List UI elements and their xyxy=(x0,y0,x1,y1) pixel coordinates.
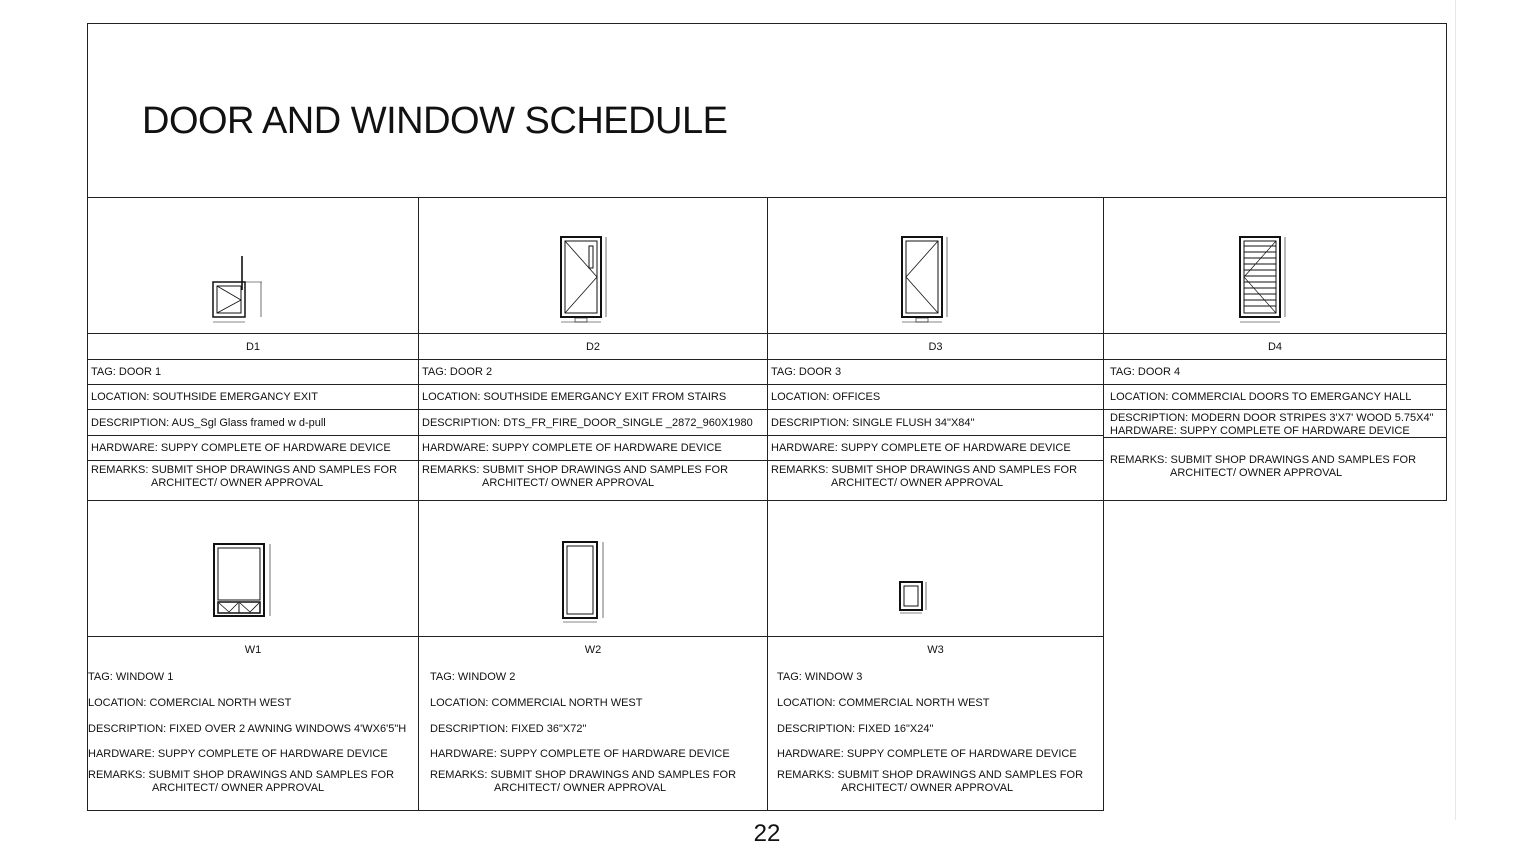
door-remarks xyxy=(1104,454,1446,490)
door-elevation-d3 xyxy=(768,198,1103,333)
window-elevation-w1 xyxy=(88,501,418,636)
door-code: D2 xyxy=(419,333,767,360)
door-cell-d3 xyxy=(767,197,1104,501)
window-code: W3 xyxy=(768,636,1103,663)
window-description: DESCRIPTION: FIXED 36"X72" xyxy=(430,723,587,735)
door-remarks-line-1: REMARKS: SUBMIT SHOP DRAWINGS AND SAMPLES FOR xyxy=(91,464,398,476)
door-remarks xyxy=(88,464,418,500)
schedule-sheet xyxy=(87,23,1447,811)
door-code: D4 xyxy=(1104,333,1446,360)
window-cell-w1 xyxy=(87,500,419,811)
window-location: LOCATION: COMERCIAL NORTH WEST xyxy=(88,697,292,709)
title-block xyxy=(87,23,1447,199)
window-cell-w3 xyxy=(767,500,1104,811)
door-tag: TAG: DOOR 2 xyxy=(419,360,767,385)
door-description: DESCRIPTION: DTS_FR_FIRE_DOOR_SINGLE _2872_960X1980 xyxy=(419,410,767,436)
door-remarks xyxy=(768,464,1103,500)
door-cell-d4 xyxy=(1103,197,1447,501)
window-remarks-line-2: ARCHITECT/ OWNER APPROVAL xyxy=(841,782,1014,794)
door-remarks-line-2: ARCHITECT/ OWNER APPROVAL xyxy=(1170,467,1343,479)
door-cell-d2 xyxy=(418,197,768,501)
door-code: D1 xyxy=(88,333,418,360)
window-hardware: HARDWARE: SUPPY COMPLETE OF HARDWARE DEVICE xyxy=(88,748,388,760)
door-hardware: HARDWARE: SUPPY COMPLETE OF HARDWARE DEVICE xyxy=(88,436,418,461)
door-code: D3 xyxy=(768,333,1103,360)
window-remarks xyxy=(88,769,418,805)
door-elevation-d1 xyxy=(88,198,418,333)
window-remarks-line-2: ARCHITECT/ OWNER APPROVAL xyxy=(152,782,325,794)
window-tag: TAG: WINDOW 3 xyxy=(777,671,863,683)
page-title: DOOR AND WINDOW SCHEDULE xyxy=(142,100,728,142)
window-remarks xyxy=(419,769,767,805)
door-hardware: HARDWARE: SUPPY COMPLETE OF HARDWARE DEVICE xyxy=(419,436,767,461)
window-tag: TAG: WINDOW 1 xyxy=(88,671,174,683)
window-remarks-line-1: REMARKS: SUBMIT SHOP DRAWINGS AND SAMPLES FOR xyxy=(777,769,1084,781)
door-remarks xyxy=(419,464,767,500)
window-description: DESCRIPTION: FIXED 16"X24" xyxy=(777,723,934,735)
window-remarks-line-1: REMARKS: SUBMIT SHOP DRAWINGS AND SAMPLES FOR xyxy=(430,769,737,781)
door-tag: TAG: DOOR 1 xyxy=(88,360,418,385)
window-code: W2 xyxy=(419,636,767,663)
window-cell-w2 xyxy=(418,500,768,811)
door-elevation-d4 xyxy=(1104,198,1446,333)
door-cell-d1 xyxy=(87,197,419,501)
page-edge-line xyxy=(1455,0,1456,820)
door-location: LOCATION: COMMERCIAL DOORS TO EMERGANCY HALL xyxy=(1104,385,1446,410)
window-location: LOCATION: COMMERCIAL NORTH WEST xyxy=(430,697,643,709)
door-hardware: HARDWARE: SUPPY COMPLETE OF HARDWARE DEVICE xyxy=(1104,425,1446,438)
door-remarks-line-2: ARCHITECT/ OWNER APPROVAL xyxy=(482,477,655,489)
door-remarks-line-1: REMARKS: SUBMIT SHOP DRAWINGS AND SAMPLES FOR xyxy=(771,464,1078,476)
door-location: LOCATION: SOUTHSIDE EMERGANCY EXIT xyxy=(88,385,418,410)
window-remarks-line-2: ARCHITECT/ OWNER APPROVAL xyxy=(494,782,667,794)
window-hardware: HARDWARE: SUPPY COMPLETE OF HARDWARE DEVICE xyxy=(777,748,1077,760)
window-description: DESCRIPTION: FIXED OVER 2 AWNING WINDOWS 4'WX6'5"H xyxy=(88,723,407,735)
door-tag: TAG: DOOR 3 xyxy=(768,360,1103,385)
door-elevation-d2 xyxy=(419,198,767,333)
door-hardware: HARDWARE: SUPPY COMPLETE OF HARDWARE DEVICE xyxy=(768,436,1103,461)
door-description: DESCRIPTION: SINGLE FLUSH 34"X84" xyxy=(768,410,1103,436)
door-remarks-line-1: REMARKS: SUBMIT SHOP DRAWINGS AND SAMPLES FOR xyxy=(1110,454,1417,466)
window-tag: TAG: WINDOW 2 xyxy=(430,671,516,683)
window-remarks-line-1: REMARKS: SUBMIT SHOP DRAWINGS AND SAMPLES FOR xyxy=(88,769,395,781)
window-remarks xyxy=(768,769,1103,805)
window-elevation-w2 xyxy=(419,501,767,636)
page-number: 22 xyxy=(753,820,781,847)
door-tag: TAG: DOOR 4 xyxy=(1104,360,1446,385)
window-code: W1 xyxy=(88,636,418,663)
window-elevation-w3 xyxy=(768,501,1103,636)
door-remarks-line-2: ARCHITECT/ OWNER APPROVAL xyxy=(831,477,1004,489)
door-location: LOCATION: SOUTHSIDE EMERGANCY EXIT FROM STAIRS xyxy=(419,385,767,410)
door-remarks-line-2: ARCHITECT/ OWNER APPROVAL xyxy=(151,477,324,489)
door-location: LOCATION: OFFICES xyxy=(768,385,1103,410)
door-description: DESCRIPTION: MODERN DOOR STRIPES 3'X7' WOOD 5.75X4" xyxy=(1110,412,1434,424)
window-hardware: HARDWARE: SUPPY COMPLETE OF HARDWARE DEVICE xyxy=(430,748,730,760)
door-remarks-line-1: REMARKS: SUBMIT SHOP DRAWINGS AND SAMPLES FOR xyxy=(422,464,729,476)
window-location: LOCATION: COMMERCIAL NORTH WEST xyxy=(777,697,990,709)
door-description: DESCRIPTION: AUS_Sgl Glass framed w d-pull xyxy=(88,410,418,436)
